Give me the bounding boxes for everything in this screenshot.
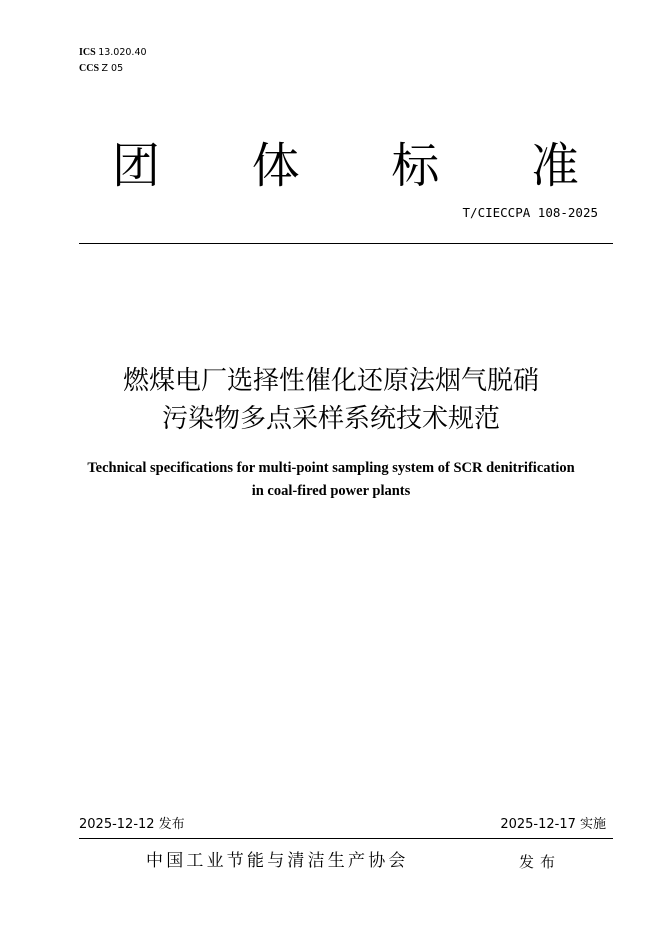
- ccs-label: CCS: [79, 63, 100, 74]
- publish-label: 发布: [519, 853, 562, 871]
- standard-type-heading: [79, 138, 613, 194]
- issue-date: 2025-12-12 发布: [79, 817, 185, 832]
- heading-char: 体: [251, 138, 300, 194]
- implementation-date: 2025-12-17 实施: [500, 817, 606, 832]
- standard-number: T/CIECCPA 108-2025: [462, 205, 598, 220]
- header-divider: [79, 243, 613, 244]
- ccs-code: [79, 63, 123, 75]
- title-english-line-2: in coal-fired power plants: [251, 483, 411, 499]
- ics-value: 13.020.40: [98, 47, 147, 58]
- title-chinese-line-1: 燃煤电厂选择性催化还原法烟气脱硝: [122, 366, 539, 396]
- title-chinese-line-2: 污染物多点采样系统技术规范: [161, 404, 500, 434]
- heading-char: 团: [112, 138, 161, 194]
- heading-char: 标: [391, 138, 440, 194]
- footer-divider: [79, 838, 613, 839]
- title-english-line-1: Technical specifications for multi-point sampling system of SCR denitrification: [87, 460, 575, 476]
- ccs-value: Z 05: [101, 63, 124, 74]
- ics-label: ICS: [79, 47, 96, 58]
- heading-char: 准: [530, 138, 579, 194]
- ics-code: [79, 47, 147, 59]
- publisher-name: 中国工业节能与清洁生产协会: [146, 851, 409, 871]
